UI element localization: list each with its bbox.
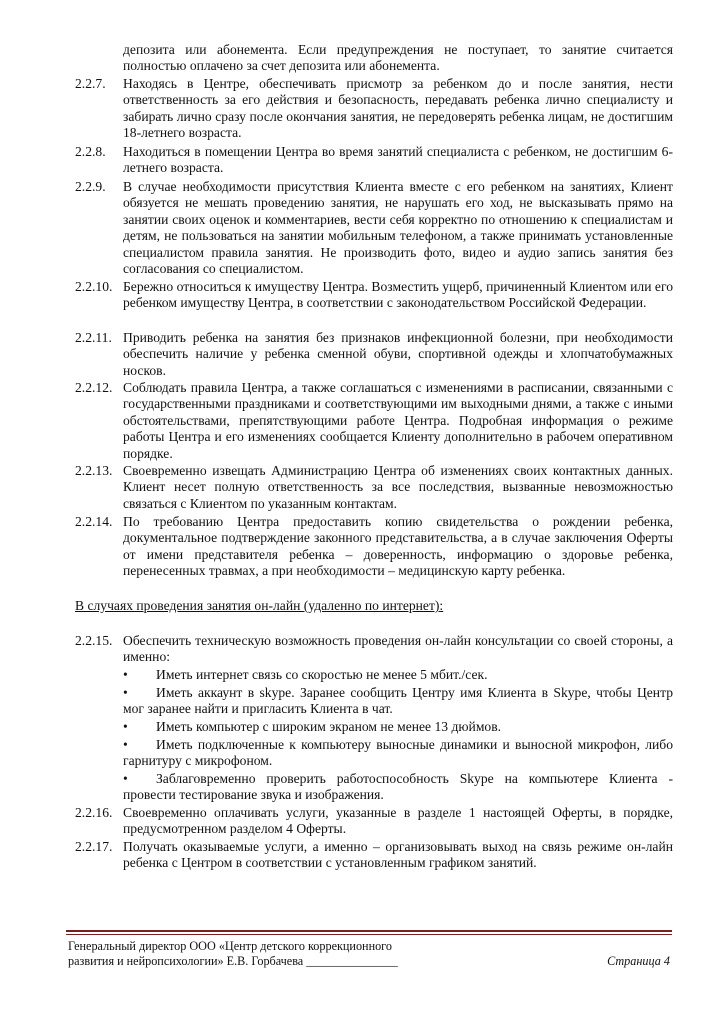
clause-text: Находиться в помещении Центра во время занятий специалиста с ребенком, не достигшим 6-летнего возраста. (123, 144, 673, 176)
clause-text: Приводить ребенка на занятия без признаков инфекционной болезни, при необходимости обеспечить наличие у ребенка сменной обуви, спортивной одежды и хлопчатобумажных носков. (123, 330, 673, 378)
bullet-item (123, 771, 673, 804)
clause-number: 2.2.15. (75, 633, 113, 648)
clause-number: 2.2.9. (75, 179, 106, 194)
bullet-text: Иметь подключенные к компьютеру выносные динамики и выносной микрофон, либо гарнитуру с микрофоном. (123, 737, 673, 769)
continuation-paragraph: депозита или абонемента. Если предупреждения не поступает, то занятие считается полностью оплачено за счет депозита или абонемента. (123, 42, 673, 74)
bullet-text: Иметь компьютер с широким экраном не менее 13 дюймов. (156, 719, 502, 734)
footer-rule-thick (66, 930, 672, 932)
clause-text: Обеспечить техническую возможность проведения он-лайн консультации со своей стороны, а именно: (123, 633, 673, 665)
clause-2-2-16 (75, 805, 673, 838)
page-number: Страница 4 (607, 954, 670, 968)
clause-text: Соблюдать правила Центра, а также соглашаться с изменениями в расписании, связанными с государственными праздниками и соответствующими им выходными днями, а также с иными обстоятельствами, препятствующими работе Центра. Подробная информация о режиме работы Центра и его изменениях сообщается Клиенту дополнительно в рабочем оперативном порядке. (123, 380, 673, 461)
clause-2-2-8 (75, 144, 673, 177)
clause-number: 2.2.14. (75, 514, 113, 529)
bullet-icon: • (123, 771, 128, 786)
clause-text: Своевременно извещать Администрацию Центра об изменениях своих контактных данных. Клиент несет полную ответственность за все последствия, вызванные невозможностью связаться с Клиентом по указанным контактам. (123, 463, 673, 511)
clause-2-2-9 (75, 179, 673, 277)
clause-text: Бережно относиться к имуществу Центра. Возместить ущерб, причиненный Клиентом или его ребенком имуществу Центра, в соответствии с законодательством Российской Федерации. (123, 279, 673, 311)
bullet-icon: • (123, 719, 128, 734)
bullet-text: Заблаговременно проверить работоспособность Skype на компьютере Клиента - провести тестирование звука и изображения. (123, 771, 673, 803)
clause-2-2-7 (75, 76, 673, 142)
footer-line-2: развития и нейропсихологии» Е.В. Горбачева _______________ (68, 954, 398, 968)
bullet-item (123, 719, 673, 735)
clause-2-2-17 (75, 839, 673, 872)
clause-2-2-10 (75, 279, 673, 312)
bullet-icon: • (123, 737, 128, 752)
clause-text: Получать оказываемые услуги, а именно – организовывать выход на связь режиме он-лайн ребенка с Центром в соответствии с установленным графиком занятий. (123, 839, 673, 871)
clause-number: 2.2.17. (75, 839, 113, 854)
footer-rule-thin (66, 934, 672, 935)
clause-2-2-13 (75, 463, 673, 512)
clause-2-2-14 (75, 514, 673, 580)
footer-signature (68, 939, 398, 969)
bullet-text: Иметь интернет связь со скоростью не менее 5 мбит./сек. (156, 667, 488, 682)
clause-number: 2.2.12. (75, 380, 113, 395)
clause-number: 2.2.11. (75, 330, 112, 345)
clause-number: 2.2.10. (75, 279, 113, 294)
clause-text: По требованию Центра предоставить копию свидетельства о рождении ребенка, документальное подтверждение законного представительства, а в случае заключения Оферты от имени представителя ребенка – доверенность, информацию о здоровье ребенка, перенесенных травмах, а при необходимости – медицинскую карту ребенка. (123, 514, 673, 579)
clause-number: 2.2.8. (75, 144, 106, 159)
clause-number: 2.2.7. (75, 76, 106, 91)
bullet-icon: • (123, 667, 128, 682)
clause-2-2-11 (75, 330, 673, 379)
clause-2-2-12 (75, 380, 673, 462)
clause-text: В случае необходимости присутствия Клиента вместе с его ребенком на занятиях, Клиент обязуется не мешать проведению занятия, не нарушать его ход, не высказывать прямо на занятии своих оценок и комментариев, вести себя корректно по отношению к специалистам и детям, не пользоваться на занятии мобильным телефоном, а также принимать установленные специалистом правила занятия. Не производить фото, видео и аудио запись занятия без согласования со специалистом. (123, 179, 673, 277)
clause-text: Своевременно оплачивать услуги, указанные в разделе 1 настоящей Оферты, в порядке, предусмотренном разделом 4 Оферты. (123, 805, 673, 837)
clause-text: Находясь в Центре, обеспечивать присмотр за ребенком до и после занятия, нести ответственность за его действия и безопасность, передавать ребенка лично специалисту и забирать лично сразу после окончания занятия, не передоверять ребенка лицам, не достигшим 18-летнего возраста. (123, 76, 673, 141)
bullet-item (123, 737, 673, 770)
clause-number: 2.2.13. (75, 463, 113, 478)
clause-number: 2.2.16. (75, 805, 113, 820)
bullet-icon: • (123, 685, 128, 700)
bullet-text: Иметь аккаунт в skype. Заранее сообщить Центру имя Клиента в Skype, чтобы Центр мог заранее найти и пригласить Клиента в чат. (123, 685, 673, 717)
clause-2-2-15 (75, 633, 673, 666)
bullet-item (123, 685, 673, 718)
online-section-heading: В случаях проведения занятия он-лайн (удаленно по интернет): (75, 598, 444, 613)
bullet-item (123, 667, 673, 683)
footer-line-1: Генеральный директор ООО «Центр детского коррекционного (68, 939, 392, 953)
